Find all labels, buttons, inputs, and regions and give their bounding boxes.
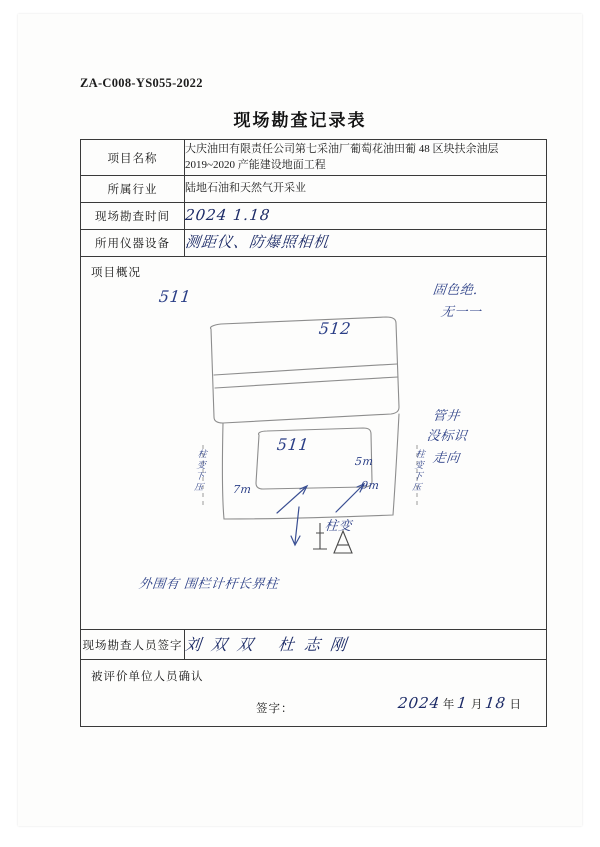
handwriting-survey-time: 2024 1.18 — [184, 206, 272, 225]
date-day-unit: 日 — [509, 699, 521, 711]
sketch-note-11: 柱变 — [324, 519, 353, 534]
field-label-industry: 所属行业 — [81, 176, 185, 203]
sketch-note-8: 5m — [354, 455, 375, 468]
table-row — [81, 203, 547, 230]
overview-label: 项目概况 — [91, 267, 141, 279]
record-table — [80, 139, 547, 727]
date-month-unit: 月 — [470, 699, 483, 711]
sketch-note-9: 9m — [360, 479, 381, 492]
date-day-value: 18 — [484, 694, 508, 712]
sketch-note-4: 无一一 — [440, 305, 483, 320]
field-value-project-name: 大庆油田有限责任公司第七采油厂葡萄花油田葡 48 区块扶余油层 2019~2020 产能建设地面工程 — [185, 140, 547, 176]
sketch-note-12: 外围有 围栏计杆长界柱 — [138, 577, 280, 592]
document-code: ZA-C008-YS055-2022 — [80, 76, 203, 90]
handwriting-surveyor-signature: 刘双双 杜志刚 — [184, 634, 358, 654]
date-month-value: 1 — [456, 694, 469, 712]
page-title: 现场勘查记录表 — [233, 111, 367, 130]
table-row — [81, 176, 547, 203]
handwriting-instruments: 测距仪、防爆照相机 — [184, 233, 331, 252]
sketch-note-2: 511 — [276, 435, 311, 454]
sketch-note-5: 管井 — [432, 409, 461, 424]
sketch-note-0: 511 — [158, 287, 193, 306]
table-row — [81, 140, 547, 176]
field-label-instruments: 所用仪器设备 — [81, 230, 185, 257]
table-row-signature — [81, 630, 547, 660]
table-row — [81, 230, 547, 257]
sketch-note-3: 固色绝. — [432, 283, 479, 298]
field-value-survey-time — [185, 203, 547, 230]
table-row-confirm — [81, 660, 547, 727]
field-value-surveyor-signature — [185, 630, 547, 660]
confirm-label: 被评价单位人员确认 — [91, 671, 204, 683]
sketch-side-label-right: 柱变下压 — [409, 449, 425, 493]
sketch-side-label-left: 柱变下压 — [191, 449, 207, 493]
sketch-note-1: 512 — [318, 319, 353, 338]
field-value-instruments — [185, 230, 547, 257]
site-sketch — [81, 257, 545, 629]
sketch-note-10: 7m — [232, 483, 253, 496]
field-label-project-name: 项目名称 — [81, 140, 185, 176]
confirm-sign-label: 签字： — [256, 703, 294, 715]
project-overview-cell — [81, 257, 547, 630]
field-label-surveyor-signature: 现场勘查人员签字 — [81, 630, 185, 660]
field-value-industry: 陆地石油和天然气开采业 — [185, 176, 547, 203]
sketch-note-7: 走向 — [432, 451, 461, 466]
table-row-overview — [81, 257, 547, 630]
page-sheet — [18, 14, 582, 826]
confirm-date — [398, 694, 524, 712]
field-label-survey-time: 现场勘查时间 — [81, 203, 185, 230]
sketch-note-6: 没标识 — [426, 429, 469, 444]
date-year-unit: 年 — [442, 699, 455, 711]
confirm-cell — [81, 660, 547, 727]
date-year-value: 2024 — [396, 694, 441, 712]
